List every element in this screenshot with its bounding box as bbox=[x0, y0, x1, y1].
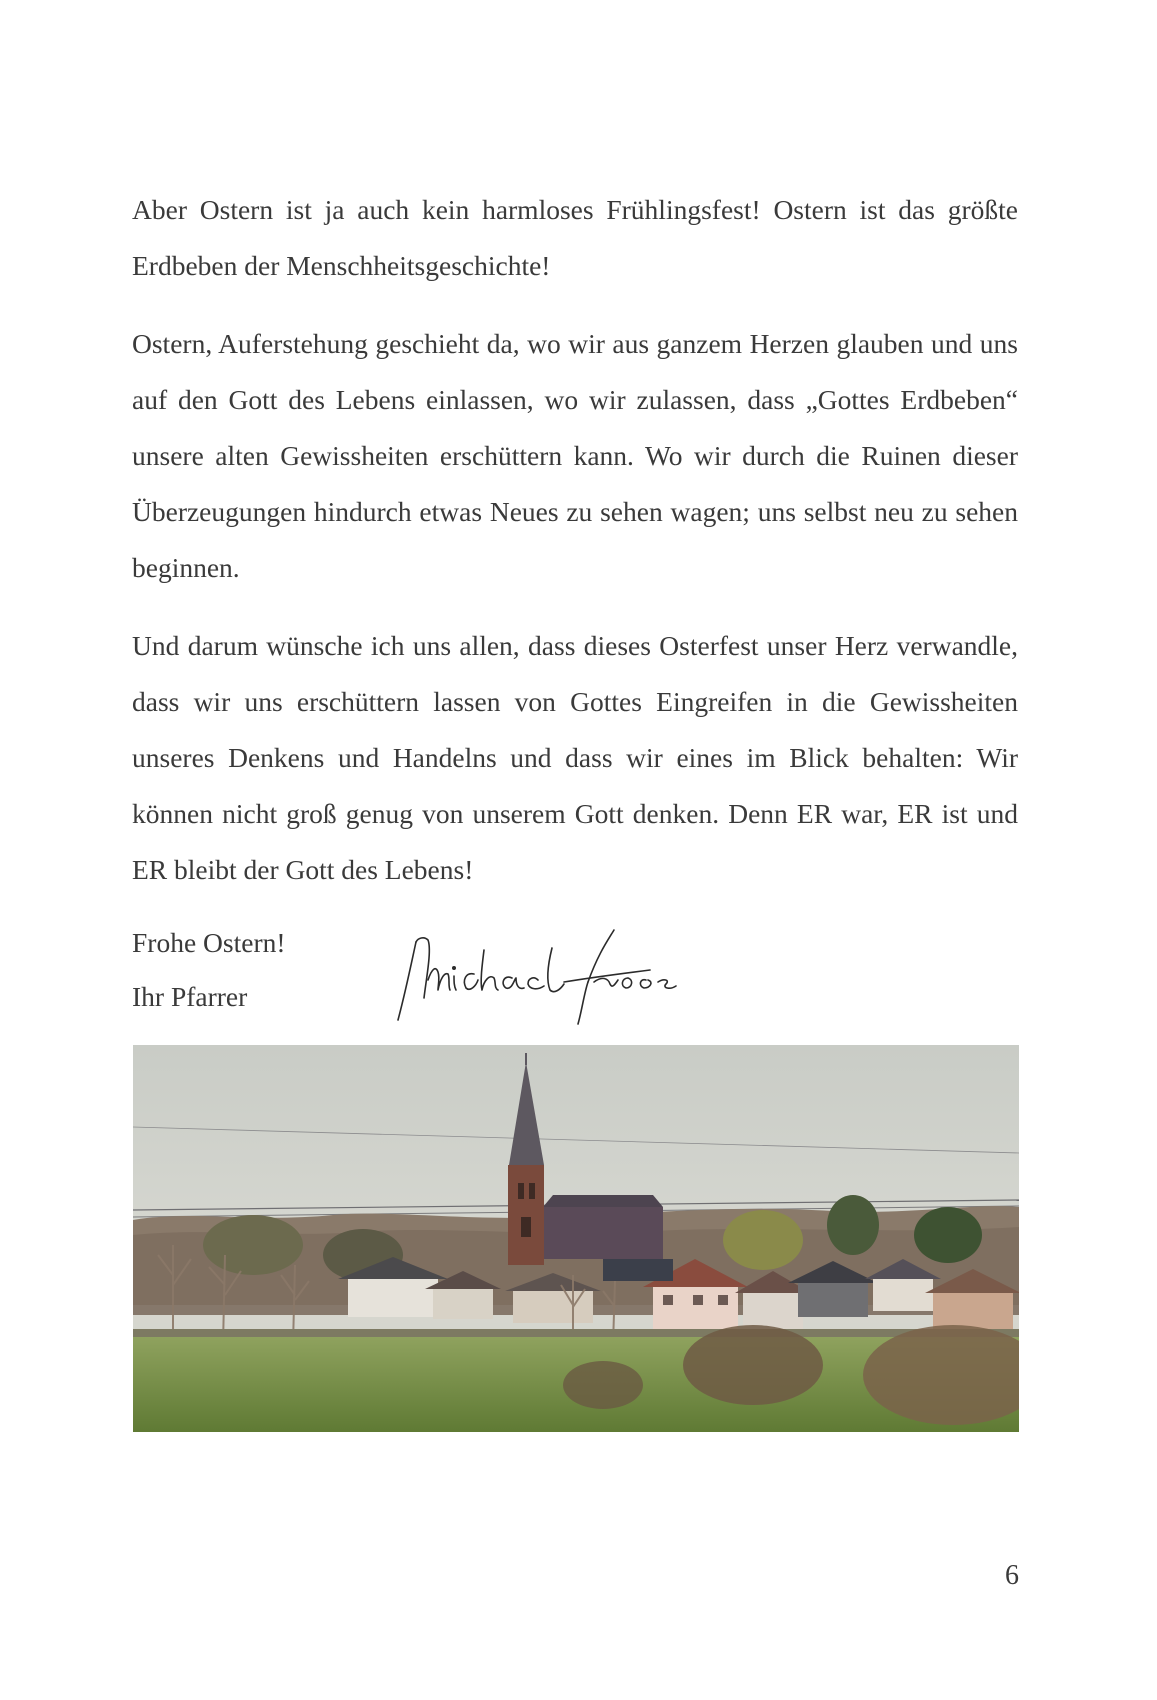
body-text bbox=[132, 182, 1018, 920]
handwritten-signature bbox=[388, 920, 718, 1030]
closing-sender: Ihr Pfarrer bbox=[132, 981, 248, 1012]
closing bbox=[132, 916, 286, 1024]
page-number: 6 bbox=[1005, 1560, 1019, 1591]
paragraph-3: Und darum wünsche ich uns allen, dass dieses Osterfest unser Herz verwandle, dass wir uns erschüttern lassen von Gottes Eingreifen in die Gewissheiten unseres Denkens und Handelns und dass wir eines im Blick behalten: Wir können nicht groß genug von unserem Gott denken. Denn ER war, ER ist und ER bleibt der Gott des Lebens! bbox=[132, 630, 1018, 885]
closing-greeting: Frohe Ostern! bbox=[132, 927, 286, 958]
paragraph-2: Ostern, Auferstehung geschieht da, wo wir aus ganzem Herzen glauben und uns auf den Gott des Lebens einlassen, wo wir zulassen, dass „Gottes Erdbeben“ unsere alten Gewissheiten erschüttern kann. Wo wir durch die Ruinen dieser Überzeugungen hindurch etwas Neues zu sehen wagen; uns selbst neu zu sehen beginnen. bbox=[132, 328, 1018, 583]
village-church-landscape-photo bbox=[133, 1045, 1019, 1432]
paragraph-1: Aber Ostern ist ja auch kein harmloses Frühlingsfest! Ostern ist das größte Erdbeben der Menschheitsgeschichte! bbox=[132, 194, 1018, 281]
